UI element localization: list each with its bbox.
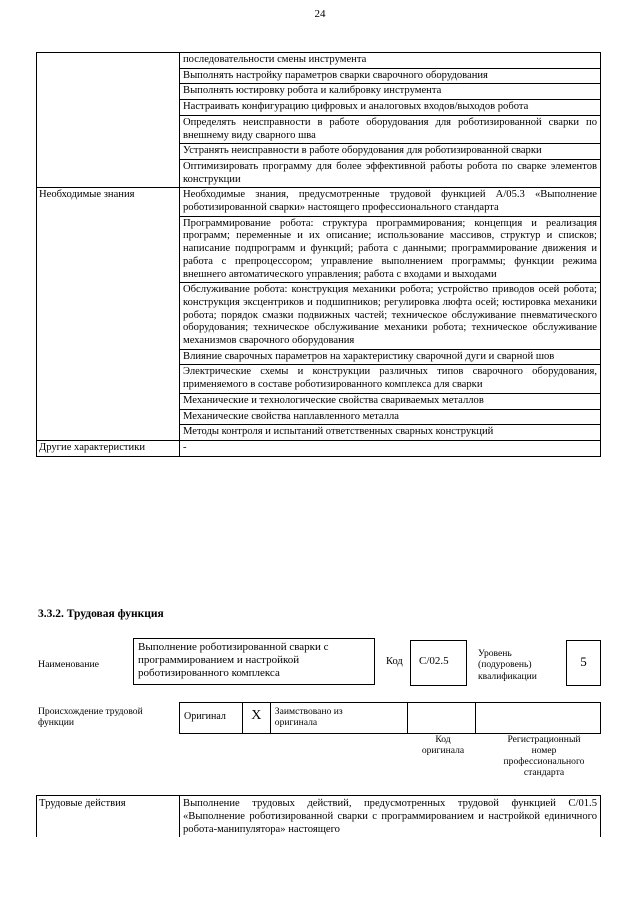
original-mark: X <box>242 703 270 734</box>
table-row <box>37 425 601 441</box>
row-text: Необходимые знания, предусмотренные трудовой функцией А/05.3 «Выполнение роботизированной сварки» настоящего профессионального стандарта <box>180 188 601 216</box>
requirements-table <box>36 52 601 457</box>
caption-line: оригинала <box>421 745 465 756</box>
table-row <box>37 283 601 350</box>
row-text: Программирование робота: структура программирования; концепция и реализация программ; переменные и их описание; использование массивов, структур и списков; написание подпрограмм и функций; работа с данными; программирование движения и работа с препроцессором; управление выполнением программы; функции режима внешнего автоматического управления; работа с входами и выходами <box>180 216 601 283</box>
table-row <box>37 796 601 838</box>
row-text: Методы контроля и испытаний ответственных сварных конструкций <box>180 425 601 441</box>
original-cell: Оригинал <box>180 703 243 734</box>
table-row <box>37 84 601 100</box>
row-label <box>37 115 180 143</box>
original-code-cell <box>408 703 476 734</box>
actions-table <box>36 795 601 837</box>
table-row <box>37 393 601 409</box>
row-text: последовательности смены инструмента <box>180 53 601 69</box>
table-row <box>37 53 601 69</box>
row-text: Электрические схемы и конструкции различных типов сварочного оборудования, применяемого в составе роботизированного комплекса для сварки <box>180 365 601 393</box>
row-text: Выполнять юстировку робота и калибровку инструмента <box>180 84 601 100</box>
name-label: Наименование <box>38 659 100 670</box>
row-label <box>37 159 180 187</box>
caption-line: стандарта <box>523 767 565 778</box>
row-text: Выполнять настройку параметров сварки сварочного оборудования <box>180 68 601 84</box>
section-title: 3.3.2. Трудовая функция <box>38 608 164 620</box>
caption-line: Регистрационный <box>507 734 581 745</box>
table-row <box>37 144 601 160</box>
row-label <box>37 425 180 441</box>
row-label: Необходимые знания <box>37 188 180 216</box>
reg-number-cell <box>476 703 601 734</box>
table-row <box>37 349 601 365</box>
code-caption <box>408 734 478 756</box>
table-row <box>37 216 601 283</box>
row-label <box>37 68 180 84</box>
table-row <box>37 100 601 116</box>
table-row <box>37 365 601 393</box>
table-row <box>37 440 601 456</box>
row-label <box>37 84 180 100</box>
borrowed-line: Заимствовано из <box>274 706 343 717</box>
row-text: Устранять неисправности в работе оборудования для роботизированной сварки <box>180 144 601 160</box>
level-label-line: Уровень <box>478 648 512 659</box>
table-row <box>37 115 601 143</box>
origin-label-line: функции <box>38 717 74 728</box>
origin-table <box>179 702 601 734</box>
level-label-line: (подуровень) <box>478 659 532 671</box>
row-text: Механические и технологические свойства свариваемых металлов <box>180 393 601 409</box>
row-label <box>37 349 180 365</box>
row-text: Обслуживание робота: конструкция механики робота; устройство приводов осей робота; конструкция эксцентриков и подшипников; регулировка люфта осей; юстировка механики робота; порядок смазки подвижных частей; техническое обслуживание пневматического оборудования; техническое обслуживание механики робота; техническое обслуживание механизмов сварочного оборудования <box>180 283 601 350</box>
code-label: Код <box>386 656 403 667</box>
row-text: - <box>180 440 601 456</box>
row-text: Оптимизировать программу для более эффективной работы робота по сварке элементов конструкции <box>180 159 601 187</box>
row-label <box>37 100 180 116</box>
level-label <box>478 648 537 682</box>
reg-caption <box>488 734 600 778</box>
function-name-box: Выполнение роботизированной сварки с программированием и настройкой роботизированного комплекса <box>133 638 375 685</box>
row-label <box>37 393 180 409</box>
row-label <box>37 216 180 283</box>
borrowed-cell <box>270 703 407 734</box>
row-label: Другие характеристики <box>37 440 180 456</box>
row-text: Определять неисправности в работе оборудования для роботизированной сварки по внешнему виду сварного шва <box>180 115 601 143</box>
table-row <box>37 68 601 84</box>
row-label <box>37 365 180 393</box>
row-text: Влияние сварочных параметров на характеристику сварочной дуги и сварной шов <box>180 349 601 365</box>
table-row <box>180 703 601 734</box>
actions-text: Выполнение трудовых действий, предусмотренных трудовой функцией С/01.5 «Выполнение роботизированной сварки с программированием и настройкой единичного робота-манипулятора» настоящего <box>180 796 601 838</box>
caption-line: профессионального <box>503 756 585 767</box>
table-row <box>37 159 601 187</box>
row-label <box>37 409 180 425</box>
row-label <box>37 53 180 69</box>
page-number: 24 <box>314 8 326 20</box>
row-label <box>37 283 180 350</box>
row-text: Механические свойства наплавленного металла <box>180 409 601 425</box>
caption-line: номер <box>531 745 557 756</box>
origin-label <box>38 706 143 728</box>
function-code-box: С/02.5 <box>410 640 467 686</box>
row-label <box>37 144 180 160</box>
table-row <box>37 409 601 425</box>
actions-label: Трудовые действия <box>37 796 180 838</box>
level-value-box: 5 <box>566 640 601 686</box>
borrowed-line: оригинала <box>274 717 318 728</box>
level-label-line: квалификации <box>478 670 537 682</box>
caption-line: Код <box>435 734 451 745</box>
row-text: Настраивать конфигурацию цифровых и аналоговых входов/выходов робота <box>180 100 601 116</box>
table-row <box>37 188 601 216</box>
origin-label-line: Происхождение трудовой <box>38 706 143 717</box>
